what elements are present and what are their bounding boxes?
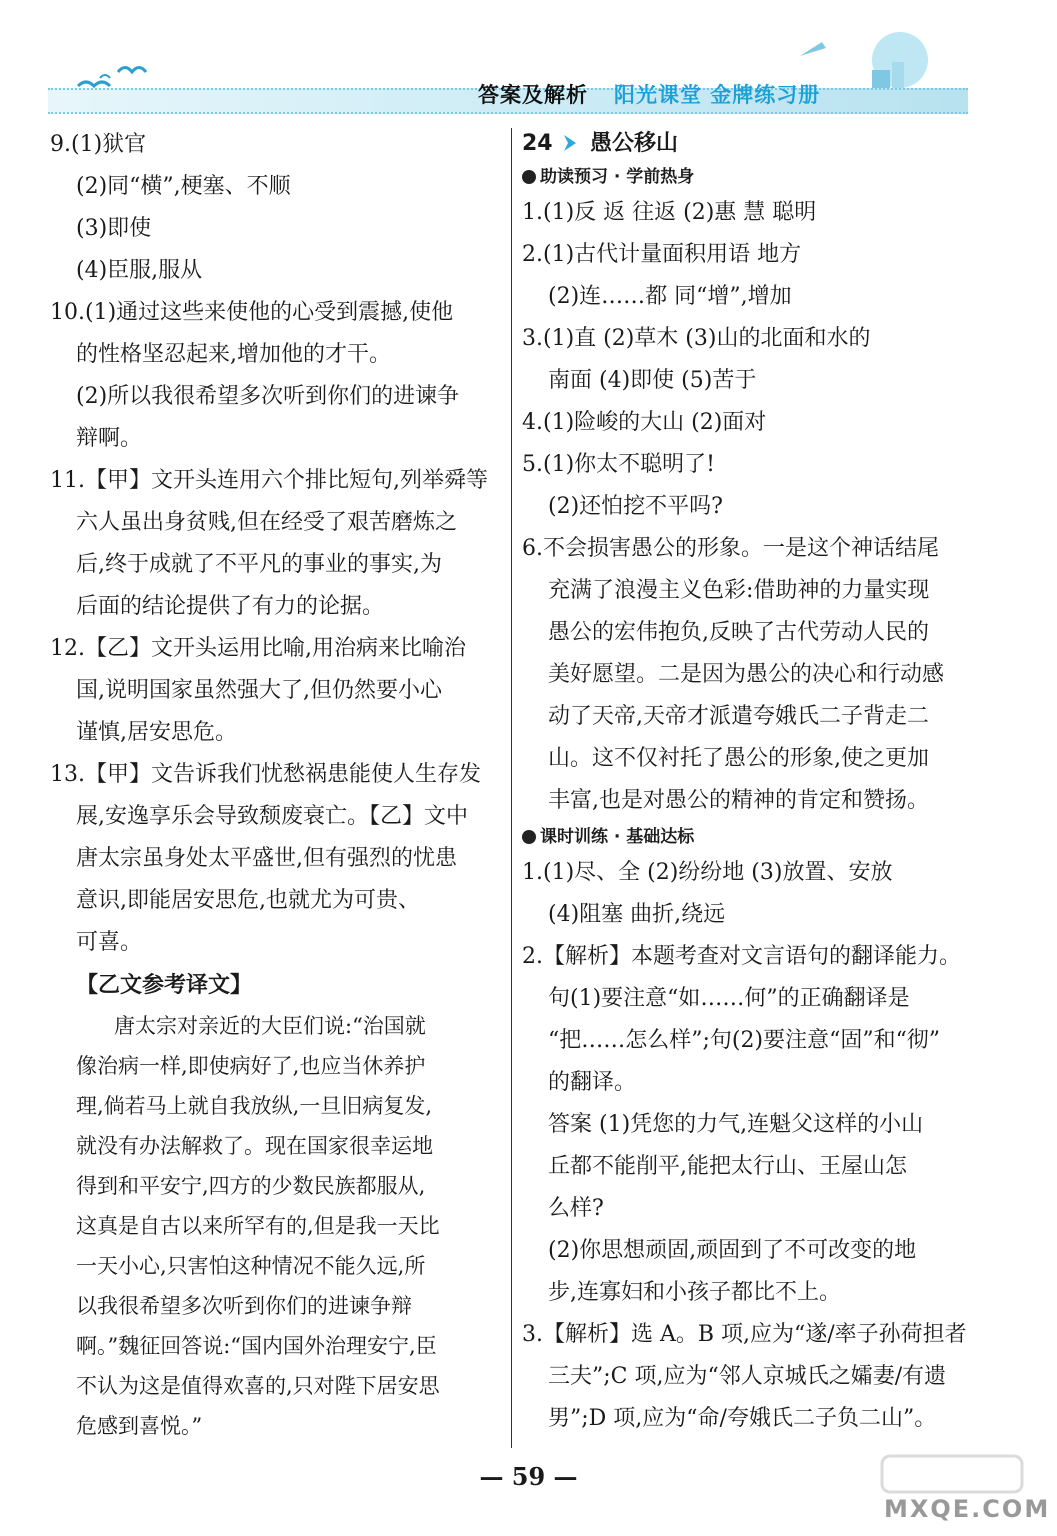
answer-line: 唐太宗对亲近的大臣们说:“治国就 bbox=[114, 1014, 426, 1038]
answer-line: 辩啊。 bbox=[76, 426, 143, 451]
answer-line: 像治病一样,即使病好了,也应当休养护 bbox=[76, 1054, 426, 1078]
preview-answers bbox=[522, 192, 992, 822]
right-column bbox=[522, 124, 992, 1440]
answer-line: 1.(1)尽、全 (2)纷纷地 (3)放置、安放 bbox=[522, 860, 893, 885]
answer-line: 3.(1)直 (2)草木 (3)山的北面和水的 bbox=[522, 326, 871, 351]
answer-line: 2.【解析】本题考查对文言语句的翻译能力。 bbox=[522, 944, 961, 969]
answer-line: 国,说明国家虽然强大了,但仍然要小心 bbox=[76, 678, 442, 703]
answer-line: 9.(1)狱官 bbox=[50, 132, 147, 157]
answer-line: 意识,即能居安思危,也就尤为可贵、 bbox=[76, 888, 420, 913]
answer-line: (2)同“横”,梗塞、不顺 bbox=[76, 174, 291, 199]
answer-line: 啊。”魏征回答说:“国内国外治理安宁,臣 bbox=[76, 1334, 437, 1358]
answer-line: 充满了浪漫主义色彩:借助神的力量实现 bbox=[548, 578, 930, 603]
section-number: 24 bbox=[522, 131, 553, 156]
answer-line: 的翻译。 bbox=[548, 1070, 637, 1095]
answer-line: 句(1)要注意“如……何”的正确翻译是 bbox=[548, 986, 910, 1011]
answer-line: (2)你思想顽固,顽固到了不可改变的地 bbox=[548, 1238, 917, 1263]
answer-line: 动了天帝,天帝才派遣夸娥氏二子背走二 bbox=[548, 704, 929, 729]
answer-line: 丘都不能削平,能把太行山、王屋山怎 bbox=[548, 1154, 907, 1179]
subheading-preview bbox=[522, 162, 992, 192]
answer-line: 六人虽出身贫贱,但在经受了艰苦磨炼之 bbox=[76, 510, 457, 535]
answer-line: 2.(1)古代计量面积用语 地方 bbox=[522, 242, 802, 267]
answer-line: 男”;D 项,应为“命/夸娥氏二子负二山”。 bbox=[548, 1406, 937, 1431]
answer-line: (3)即使 bbox=[76, 216, 152, 241]
answer-line: 谨慎,居安思危。 bbox=[76, 720, 237, 745]
answer-line: 南面 (4)即使 (5)苦于 bbox=[548, 368, 757, 393]
answer-line: 丰富,也是对愚公的精神的肯定和赞扬。 bbox=[548, 788, 929, 813]
subheading-preview-label: 助读预习 · 学前热身 bbox=[540, 167, 695, 187]
answer-line: 得到和平安宁,四方的少数民族都服从, bbox=[76, 1174, 426, 1198]
answer-line: 不认为这是值得欢喜的,只对陛下居安思 bbox=[76, 1374, 440, 1398]
header-brand: 阳光课堂 金牌练习册 bbox=[614, 83, 821, 107]
training-answers bbox=[522, 852, 992, 1440]
answer-line: 美好愿望。二是因为愚公的决心和行动感 bbox=[548, 662, 945, 687]
answer-line: 三夫”;C 项,应为“邻人京城氏之孀妻/有遗 bbox=[548, 1364, 947, 1389]
answer-line: 就没有办法解救了。现在国家很幸运地 bbox=[76, 1134, 433, 1158]
section-title bbox=[522, 124, 992, 162]
answer-line: 可喜。 bbox=[76, 930, 143, 955]
answer-line: (2)还怕挖不平吗? bbox=[548, 494, 723, 519]
header-answer-title: 答案及解析 bbox=[478, 83, 588, 107]
chevron-right-icon bbox=[562, 133, 580, 153]
answer-line: 答案 (1)凭您的力气,连魁父这样的小山 bbox=[548, 1112, 924, 1137]
column-divider bbox=[511, 128, 512, 1448]
answer-line: (4)阻塞 曲折,绕远 bbox=[548, 902, 726, 927]
bullet-icon bbox=[522, 830, 536, 844]
page-number: — 59 — bbox=[479, 1462, 578, 1491]
answer-line: 10.(1)通过这些来使他的心受到震撼,使他 bbox=[50, 300, 454, 325]
answer-line: 【乙文参考译文】 bbox=[76, 972, 253, 998]
answer-line: 11.【甲】文开头连用六个排比短句,列举舜等 bbox=[50, 468, 488, 493]
answer-line: 危感到喜悦。” bbox=[76, 1414, 203, 1438]
subheading-training-label: 课时训练 · 基础达标 bbox=[540, 827, 695, 847]
birds-icon bbox=[78, 68, 146, 87]
subheading-training bbox=[522, 822, 992, 852]
answer-line: 3.【解析】选 A。B 项,应为“遂/率子孙荷担者 bbox=[522, 1322, 967, 1347]
section-title-text: 愚公移山 bbox=[589, 130, 678, 156]
answer-line: “把……怎么样”;句(2)要注意“固”和“彻” bbox=[548, 1028, 941, 1053]
answer-line: (2)所以我很希望多次听到你们的进谏争 bbox=[76, 384, 460, 409]
answer-line: 后面的结论提供了有力的论据。 bbox=[76, 594, 385, 619]
answer-line: 么样? bbox=[548, 1196, 604, 1221]
bullet-icon bbox=[522, 170, 536, 184]
answer-line: 后,终于成就了不平凡的事业的事实,为 bbox=[76, 552, 442, 577]
answer-line: 13.【甲】文告诉我们忧愁祸患能使人生存发 bbox=[50, 762, 481, 787]
answer-line: 1.(1)反 返 往返 (2)惠 慧 聪明 bbox=[522, 200, 817, 225]
watermark-text: MXQE.COM bbox=[884, 1495, 1051, 1523]
page-header bbox=[0, 0, 1057, 120]
answer-line: 6.不会损害愚公的形象。一是这个神话结尾 bbox=[522, 536, 939, 561]
answer-line: 5.(1)你太不聪明了! bbox=[522, 452, 715, 477]
answer-line: 展,安逸享乐会导致颓废衰亡。【乙】文中 bbox=[76, 804, 468, 829]
answer-line: 12.【乙】文开头运用比喻,用治病来比喻治 bbox=[50, 636, 466, 661]
answer-line: 愚公的宏伟抱负,反映了古代劳动人民的 bbox=[548, 620, 929, 645]
answer-line: 4.(1)险峻的大山 (2)面对 bbox=[522, 410, 767, 435]
answer-line: (4)臣服,服从 bbox=[76, 258, 203, 283]
answer-line: 理,倘若马上就自我放纵,一旦旧病复发, bbox=[76, 1094, 433, 1118]
answer-line: 步,连寡妇和小孩子都比不上。 bbox=[548, 1280, 841, 1305]
answer-line: 这真是自古以来所罕有的,但是我一天比 bbox=[76, 1214, 440, 1238]
answer-line: 山。这不仅衬托了愚公的形象,使之更加 bbox=[548, 746, 929, 771]
answer-line: (2)连……都 同“增”,增加 bbox=[548, 284, 792, 309]
answer-line: 以我很希望多次听到你们的进谏争辩 bbox=[76, 1294, 412, 1318]
answer-line: 一天小心,只害怕这种情况不能久远,所 bbox=[76, 1254, 426, 1278]
left-column bbox=[50, 124, 505, 1446]
answer-line: 唐太宗虽身处太平盛世,但有强烈的忧患 bbox=[76, 846, 457, 871]
answer-line: 的性格坚忍起来,增加他的才干。 bbox=[76, 342, 391, 367]
